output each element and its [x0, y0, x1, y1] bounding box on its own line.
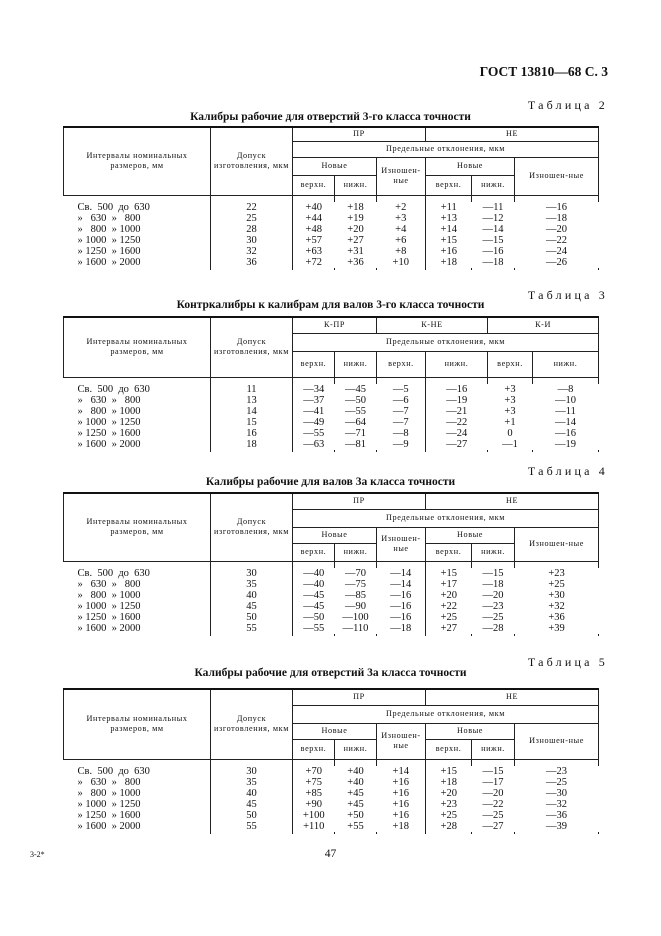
- value-cell: +16: [392, 776, 409, 788]
- table-row: [64, 235, 599, 246]
- value-cell: —15: [482, 234, 504, 246]
- value-cell: —8: [557, 383, 574, 395]
- interval-cell: » 1600 » 2000: [77, 256, 141, 268]
- interval-cell: Св. 500 до 630: [77, 383, 150, 395]
- group-ki-header: К-И: [488, 317, 599, 333]
- value-cell: +63: [293, 246, 335, 257]
- upper-header: верхн.: [426, 175, 472, 195]
- value-cell: +100: [293, 810, 335, 821]
- lower-header: нижн.: [533, 351, 599, 377]
- value-cell: —63: [293, 439, 335, 450]
- value-cell: —6: [392, 394, 409, 406]
- table-row: [64, 202, 599, 213]
- value-cell: 55: [211, 821, 293, 832]
- value-cell: 16: [211, 428, 293, 439]
- value-cell: +20: [426, 788, 472, 799]
- interval-cell: » 1250 » 1600: [77, 809, 141, 821]
- table-row: [64, 257, 599, 268]
- table-row: [64, 777, 599, 788]
- table-3: [63, 316, 599, 452]
- upper-header: верхн.: [293, 175, 335, 195]
- new-header: Новые: [293, 723, 377, 739]
- page-header: ГОСТ 13810—68 С. 3: [479, 64, 608, 79]
- table-row: [64, 406, 599, 417]
- value-cell: +36: [548, 611, 565, 623]
- deviations-header: Предельные отклонения, мкм: [293, 141, 599, 157]
- value-cell: +39: [548, 622, 565, 634]
- value-cell: —18: [482, 256, 504, 268]
- table-2-body: [64, 195, 599, 270]
- value-cell: —14: [390, 567, 412, 579]
- upper-header: верхн.: [293, 351, 335, 377]
- table-4-body: [64, 561, 599, 636]
- interval-header: Интервалы номинальных размеров, мм: [64, 689, 211, 759]
- group-ne-header: НЕ: [426, 493, 599, 509]
- table-row: [64, 428, 599, 439]
- value-cell: +3: [504, 383, 516, 395]
- interval-cell: » 800 » 1000: [77, 223, 141, 235]
- table-row: [64, 788, 599, 799]
- table-row: [64, 579, 599, 590]
- value-cell: —75: [345, 578, 366, 590]
- footer-mark: 3-2*: [30, 850, 45, 859]
- value-cell: —21: [426, 406, 488, 417]
- value-cell: —9: [392, 438, 409, 450]
- table-3-label: Таблица 3: [527, 288, 608, 302]
- value-cell: —100: [342, 611, 369, 623]
- value-cell: —10: [555, 394, 577, 406]
- value-cell: +16: [392, 798, 409, 810]
- interval-cell: Св. 500 до 630: [77, 201, 150, 213]
- value-cell: —27: [482, 820, 504, 832]
- value-cell: +25: [426, 612, 472, 623]
- value-cell: +110: [293, 821, 335, 832]
- value-cell: —16: [426, 384, 488, 395]
- interval-cell: » 1000 » 1250: [77, 798, 141, 810]
- page-number: 47: [324, 848, 337, 860]
- value-cell: —16: [390, 589, 412, 601]
- value-cell: —32: [546, 798, 568, 810]
- value-cell: —18: [482, 578, 504, 590]
- interval-header: Интервалы номинальных размеров, мм: [64, 127, 211, 195]
- group-pr-header: ПР: [293, 689, 426, 705]
- value-cell: —27: [426, 439, 488, 450]
- value-cell: —45: [345, 383, 366, 395]
- worn-header: Изношен-ные: [377, 527, 426, 561]
- value-cell: —5: [392, 383, 409, 395]
- worn-header: Изношен-ные: [515, 723, 599, 759]
- lower-header: нижн.: [335, 351, 377, 377]
- worn-header: Изношен-ные: [515, 527, 599, 561]
- value-cell: —70: [345, 567, 366, 579]
- lower-header: нижн.: [472, 739, 515, 759]
- value-cell: —16: [390, 600, 412, 612]
- value-cell: +10: [392, 256, 409, 268]
- value-cell: +4: [395, 223, 407, 235]
- table-spacer: [64, 450, 599, 452]
- value-cell: —20: [482, 589, 504, 601]
- interval-cell: » 1250 » 1600: [77, 427, 141, 439]
- value-cell: —90: [345, 600, 366, 612]
- table-row: [64, 601, 599, 612]
- value-cell: —55: [345, 405, 366, 417]
- value-cell: —28: [482, 622, 504, 634]
- value-cell: +3: [504, 394, 516, 406]
- value-cell: +45: [347, 798, 364, 810]
- interval-cell: » 1250 » 1600: [77, 611, 141, 623]
- table-row: [64, 224, 599, 235]
- value-cell: +3: [395, 212, 407, 224]
- value-cell: +8: [395, 245, 407, 257]
- table-row: [64, 417, 599, 428]
- worn-header: Изношен-ные: [377, 723, 426, 759]
- table-row: [64, 213, 599, 224]
- value-cell: +14: [426, 224, 472, 235]
- value-cell: 28: [211, 224, 293, 235]
- new-header: Новые: [293, 527, 377, 543]
- upper-header: верхн.: [293, 739, 335, 759]
- value-cell: —40: [293, 579, 335, 590]
- value-cell: 55: [211, 623, 293, 634]
- value-cell: —26: [546, 256, 568, 268]
- group-ne-header: НЕ: [426, 689, 599, 705]
- value-cell: —55: [293, 623, 335, 634]
- value-cell: 40: [211, 788, 293, 799]
- table-row: [64, 623, 599, 634]
- table-row: [64, 439, 599, 450]
- table-row: [64, 384, 599, 395]
- tolerance-header: Допуск изготовления, мкм: [211, 127, 293, 195]
- value-cell: +16: [392, 809, 409, 821]
- value-cell: 14: [211, 406, 293, 417]
- interval-cell: » 800 » 1000: [77, 405, 141, 417]
- value-cell: —22: [426, 417, 488, 428]
- interval-cell: » 1000 » 1250: [77, 234, 141, 246]
- new-header: Новые: [426, 157, 515, 175]
- value-cell: —50: [293, 612, 335, 623]
- new-header: Новые: [426, 527, 515, 543]
- interval-cell: » 630 » 800: [77, 578, 141, 590]
- value-cell: —40: [293, 568, 335, 579]
- value-cell: —7: [392, 416, 409, 428]
- table-row: [64, 821, 599, 832]
- lower-header: нижн.: [472, 175, 515, 195]
- value-cell: 15: [211, 417, 293, 428]
- value-cell: 22: [211, 202, 293, 213]
- value-cell: —12: [482, 212, 504, 224]
- table-3-body: [64, 377, 599, 452]
- value-cell: —49: [293, 417, 335, 428]
- value-cell: +18: [426, 257, 472, 268]
- value-cell: —16: [555, 427, 577, 439]
- value-cell: —18: [390, 622, 412, 634]
- value-cell: +11: [426, 202, 472, 213]
- value-cell: —81: [345, 438, 366, 450]
- interval-cell: » 630 » 800: [77, 212, 141, 224]
- value-cell: 0: [507, 427, 513, 439]
- value-cell: +55: [347, 820, 364, 832]
- value-cell: —19: [426, 395, 488, 406]
- group-pr-header: ПР: [293, 127, 426, 141]
- table-row: [64, 612, 599, 623]
- value-cell: +28: [426, 821, 472, 832]
- group-ne-header: НЕ: [426, 127, 599, 141]
- value-cell: —14: [555, 416, 577, 428]
- value-cell: +23: [548, 567, 565, 579]
- value-cell: +57: [293, 235, 335, 246]
- table-row: [64, 568, 599, 579]
- upper-header: верхн.: [377, 351, 426, 377]
- value-cell: +23: [426, 799, 472, 810]
- table-5-title: Калибры рабочие для отверстий 3а класса точности: [194, 667, 467, 679]
- value-cell: +36: [347, 256, 364, 268]
- value-cell: 25: [211, 213, 293, 224]
- value-cell: —55: [293, 428, 335, 439]
- value-cell: —15: [482, 567, 504, 579]
- value-cell: 50: [211, 612, 293, 623]
- value-cell: —8: [392, 427, 409, 439]
- value-cell: —110: [342, 622, 369, 634]
- interval-cell: » 1600 » 2000: [77, 820, 141, 832]
- value-cell: +40: [293, 202, 335, 213]
- tolerance-header: Допуск изготовления, мкм: [211, 689, 293, 759]
- value-cell: +27: [347, 234, 364, 246]
- value-cell: —24: [426, 428, 488, 439]
- value-cell: —15: [482, 765, 504, 777]
- value-cell: +27: [426, 623, 472, 634]
- lower-header: нижн.: [426, 351, 488, 377]
- table-2-label: Таблица 2: [527, 98, 608, 112]
- value-cell: +6: [395, 234, 407, 246]
- new-header: Новые: [426, 723, 515, 739]
- upper-header: верхн.: [426, 543, 472, 561]
- value-cell: —64: [345, 416, 366, 428]
- value-cell: —50: [345, 394, 366, 406]
- value-cell: —19: [555, 438, 577, 450]
- value-cell: +48: [293, 224, 335, 235]
- worn-header: Изношен-ные: [515, 157, 599, 195]
- value-cell: +25: [426, 810, 472, 821]
- value-cell: —11: [482, 201, 504, 213]
- deviations-header: Предельные отклонения, мкм: [293, 333, 599, 351]
- interval-cell: » 630 » 800: [77, 776, 141, 788]
- value-cell: +13: [426, 213, 472, 224]
- tolerance-header: Допуск изготовления, мкм: [211, 493, 293, 561]
- interval-cell: » 1600 » 2000: [77, 438, 141, 450]
- value-cell: —25: [546, 776, 568, 788]
- table-4-label: Таблица 4: [527, 464, 608, 478]
- value-cell: —30: [546, 787, 568, 799]
- value-cell: —85: [345, 589, 366, 601]
- group-kpr-header: К-ПР: [293, 317, 377, 333]
- value-cell: 30: [211, 568, 293, 579]
- table-row: [64, 590, 599, 601]
- value-cell: 35: [211, 579, 293, 590]
- value-cell: —14: [390, 578, 412, 590]
- value-cell: —25: [482, 809, 504, 821]
- value-cell: —71: [345, 427, 366, 439]
- value-cell: 32: [211, 246, 293, 257]
- value-cell: —1: [502, 438, 518, 450]
- group-kne-header: К-НЕ: [377, 317, 488, 333]
- interval-cell: » 1250 » 1600: [77, 245, 141, 257]
- value-cell: —7: [392, 405, 409, 417]
- value-cell: —14: [482, 223, 504, 235]
- value-cell: +70: [293, 766, 335, 777]
- interval-cell: » 800 » 1000: [77, 589, 141, 601]
- value-cell: +19: [347, 212, 364, 224]
- table-5: [63, 688, 599, 834]
- value-cell: +16: [392, 787, 409, 799]
- value-cell: —22: [546, 234, 568, 246]
- value-cell: —41: [293, 406, 335, 417]
- value-cell: —11: [555, 405, 576, 417]
- value-cell: +3: [504, 405, 516, 417]
- value-cell: +16: [426, 246, 472, 257]
- value-cell: 30: [211, 235, 293, 246]
- value-cell: +22: [426, 601, 472, 612]
- interval-header: Интервалы номинальных размеров, мм: [64, 317, 211, 377]
- interval-cell: » 800 » 1000: [77, 787, 141, 799]
- value-cell: +50: [347, 809, 364, 821]
- deviations-header: Предельные отклонения, мкм: [293, 509, 599, 527]
- value-cell: +45: [347, 787, 364, 799]
- upper-header: верхн.: [426, 739, 472, 759]
- value-cell: —17: [482, 776, 504, 788]
- value-cell: 30: [211, 766, 293, 777]
- value-cell: —39: [546, 820, 568, 832]
- value-cell: 11: [211, 384, 293, 395]
- value-cell: +75: [293, 777, 335, 788]
- table-row: [64, 395, 599, 406]
- value-cell: +15: [426, 766, 472, 777]
- value-cell: 50: [211, 810, 293, 821]
- value-cell: +18: [426, 777, 472, 788]
- value-cell: +1: [504, 416, 516, 428]
- value-cell: +30: [548, 589, 565, 601]
- worn-header: Изношен-ные: [377, 157, 426, 195]
- value-cell: +18: [392, 820, 409, 832]
- value-cell: 18: [211, 439, 293, 450]
- interval-header: Интервалы номинальных размеров, мм: [64, 493, 211, 561]
- value-cell: —37: [293, 395, 335, 406]
- value-cell: +85: [293, 788, 335, 799]
- table-5-label: Таблица 5: [527, 655, 608, 669]
- value-cell: +2: [395, 201, 407, 213]
- table-2-title: Калибры рабочие для отверстий 3-го класса точности: [190, 111, 471, 123]
- value-cell: —36: [546, 809, 568, 821]
- interval-cell: » 630 » 800: [77, 394, 141, 406]
- table-row: [64, 810, 599, 821]
- value-cell: —16: [482, 245, 504, 257]
- value-cell: —20: [482, 787, 504, 799]
- group-pr-header: ПР: [293, 493, 426, 509]
- table-3-title: Контркалибры к калибрам для валов 3-го класса точности: [176, 299, 485, 311]
- value-cell: +31: [347, 245, 364, 257]
- interval-cell: » 1000 » 1250: [77, 416, 141, 428]
- value-cell: 40: [211, 590, 293, 601]
- interval-cell: » 1600 » 2000: [77, 622, 141, 634]
- lower-header: нижн.: [335, 175, 377, 195]
- value-cell: +25: [548, 578, 565, 590]
- value-cell: +14: [392, 765, 409, 777]
- value-cell: +40: [347, 776, 364, 788]
- value-cell: —18: [546, 212, 568, 224]
- value-cell: 13: [211, 395, 293, 406]
- value-cell: —25: [482, 611, 504, 623]
- value-cell: +32: [548, 600, 565, 612]
- value-cell: 35: [211, 777, 293, 788]
- value-cell: +20: [347, 223, 364, 235]
- table-2: [63, 126, 599, 270]
- value-cell: —24: [546, 245, 568, 257]
- value-cell: +18: [347, 201, 364, 213]
- value-cell: —16: [390, 611, 412, 623]
- upper-header: верхн.: [293, 543, 335, 561]
- value-cell: +20: [426, 590, 472, 601]
- value-cell: +72: [293, 257, 335, 268]
- value-cell: +15: [426, 235, 472, 246]
- value-cell: +17: [426, 579, 472, 590]
- value-cell: —20: [546, 223, 568, 235]
- value-cell: 45: [211, 799, 293, 810]
- value-cell: —23: [482, 600, 504, 612]
- value-cell: +15: [426, 568, 472, 579]
- interval-cell: Св. 500 до 630: [77, 765, 150, 777]
- table-spacer: [64, 268, 599, 270]
- lower-header: нижн.: [472, 543, 515, 561]
- table-spacer: [64, 832, 599, 834]
- table-5-body: [64, 759, 599, 834]
- table-row: [64, 766, 599, 777]
- value-cell: 36: [211, 257, 293, 268]
- value-cell: —22: [482, 798, 504, 810]
- table-4: [63, 492, 599, 636]
- value-cell: —45: [293, 601, 335, 612]
- tolerance-header: Допуск изготовления, мкм: [211, 317, 293, 377]
- value-cell: +44: [293, 213, 335, 224]
- table-row: [64, 246, 599, 257]
- value-cell: +90: [293, 799, 335, 810]
- interval-cell: Св. 500 до 630: [77, 567, 150, 579]
- value-cell: +40: [347, 765, 364, 777]
- lower-header: нижн.: [335, 543, 377, 561]
- deviations-header: Предельные отклонения, мкм: [293, 705, 599, 723]
- new-header: Новые: [293, 157, 377, 175]
- lower-header: нижн.: [335, 739, 377, 759]
- table-4-title: Калибры рабочие для валов 3а класса точности: [205, 476, 456, 488]
- value-cell: 45: [211, 601, 293, 612]
- upper-header: верхн.: [488, 351, 533, 377]
- table-spacer: [64, 634, 599, 636]
- value-cell: —34: [293, 384, 335, 395]
- value-cell: —23: [546, 765, 568, 777]
- value-cell: —16: [546, 201, 568, 213]
- interval-cell: » 1000 » 1250: [77, 600, 141, 612]
- value-cell: —45: [293, 590, 335, 601]
- table-row: [64, 799, 599, 810]
